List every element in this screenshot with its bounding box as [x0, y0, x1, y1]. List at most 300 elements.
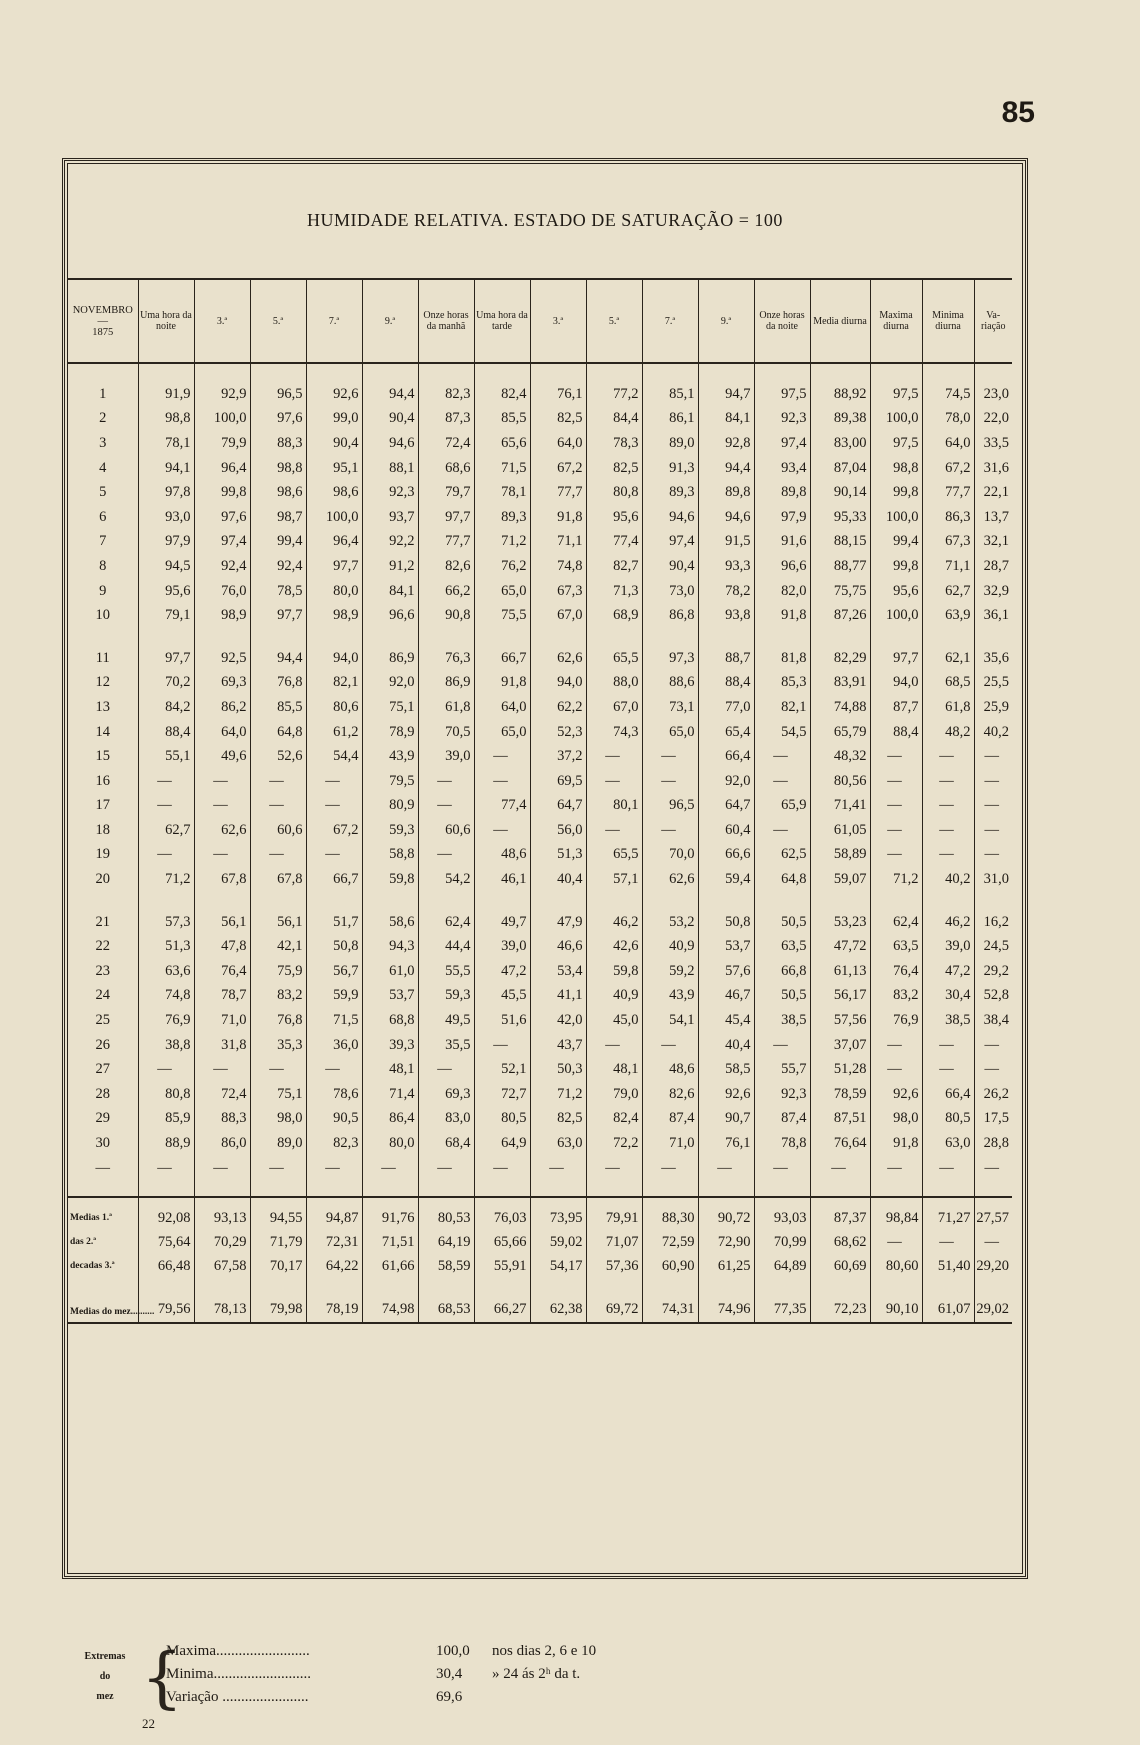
table-cell: 40,4: [698, 1033, 754, 1058]
table-cell: 75,9: [250, 959, 306, 984]
table-cell: 62,7: [138, 818, 194, 843]
table-cell: 67,2: [530, 456, 586, 481]
table-cell: 47,2: [474, 959, 530, 984]
table-cell: 68,4: [418, 1131, 474, 1156]
table-cell: 60,4: [698, 818, 754, 843]
table-cell: 74,98: [362, 1278, 418, 1323]
table-cell: —: [922, 843, 974, 868]
table-cell: 26,2: [974, 1082, 1012, 1107]
table-cell: 82,29: [810, 646, 870, 671]
table-cell: 64,7: [530, 794, 586, 819]
table-cell: 82,5: [530, 407, 586, 432]
table-cell: 37,2: [530, 744, 586, 769]
table-cell: 56,7: [306, 959, 362, 984]
table-cell: 80,5: [474, 1107, 530, 1132]
table-cell: 25,5: [974, 671, 1012, 696]
table-cell: 90,4: [362, 407, 418, 432]
table-cell: 98,0: [250, 1107, 306, 1132]
table-cell: 53,7: [698, 934, 754, 959]
table-cell: 96,4: [194, 456, 250, 481]
table-cell: 73,0: [642, 579, 698, 604]
table-cell: 85,1: [642, 382, 698, 407]
table-cell: 90,10: [870, 1278, 922, 1323]
table-cell: 31,6: [974, 456, 1012, 481]
table-cell: 78,6: [306, 1082, 362, 1107]
table-cell: 83,0: [418, 1107, 474, 1132]
table-cell: 76,4: [870, 959, 922, 984]
table-cell: 86,2: [194, 695, 250, 720]
table-cell: 97,6: [250, 407, 306, 432]
table-cell: 93,0: [138, 505, 194, 530]
table-cell: 74,5: [922, 382, 974, 407]
table-cell: 97,5: [754, 382, 810, 407]
table-cell: 94,0: [870, 671, 922, 696]
table-cell: 97,9: [754, 505, 810, 530]
table-cell: 77,4: [474, 794, 530, 819]
row-label: 20: [95, 871, 110, 888]
row-label: [68, 1254, 138, 1278]
table-cell: 95,6: [870, 579, 922, 604]
table-cell: 54,5: [754, 720, 810, 745]
table-cell: 83,2: [870, 984, 922, 1009]
table-cell: 78,59: [810, 1082, 870, 1107]
table-cell: 69,3: [418, 1082, 474, 1107]
table-cell: —: [250, 769, 306, 794]
table-cell: 83,91: [810, 671, 870, 696]
table-cell: 92,5: [194, 646, 250, 671]
table-cell: 91,8: [754, 603, 810, 628]
table-cell: 62,4: [418, 910, 474, 935]
table-cell: 71,79: [250, 1230, 306, 1254]
table-cell: 13,7: [974, 505, 1012, 530]
table-cell: 94,4: [698, 456, 754, 481]
table-cell: 56,1: [250, 910, 306, 935]
table-cell: —: [870, 1156, 922, 1181]
table-cell: 81,8: [754, 646, 810, 671]
table-cell: 48,1: [586, 1057, 642, 1082]
table-cell: 45,5: [474, 984, 530, 1009]
table-cell: 60,6: [250, 818, 306, 843]
table-cell: 50,8: [306, 934, 362, 959]
row-label: [68, 1230, 138, 1254]
decade-number: 1.ª: [101, 1212, 112, 1223]
table-cell: 62,6: [194, 818, 250, 843]
column-header: Uma hora da tarde: [474, 279, 530, 363]
year: 1875: [92, 326, 114, 338]
table-cell: 52,1: [474, 1057, 530, 1082]
table-cell: —: [194, 1057, 250, 1082]
table-cell: 82,5: [586, 456, 642, 481]
table-cell: 40,9: [586, 984, 642, 1009]
table-cell: 71,27: [922, 1197, 974, 1230]
table-cell: 59,9: [306, 984, 362, 1009]
column-header: 3.ª: [194, 279, 250, 363]
table-cell: 87,4: [754, 1107, 810, 1132]
table-cell: 84,1: [362, 579, 418, 604]
table-cell: 67,58: [194, 1254, 250, 1278]
spacer-row: [68, 1180, 1012, 1197]
table-cell: —: [138, 769, 194, 794]
table-cell: 95,1: [306, 456, 362, 481]
extreme-min-row: [166, 1666, 580, 1688]
table-cell: 63,9: [922, 603, 974, 628]
table-cell: 62,38: [530, 1278, 586, 1323]
table-cell: 95,6: [138, 579, 194, 604]
table-cell: 93,4: [754, 456, 810, 481]
table-cell: 66,6: [698, 843, 754, 868]
table-row: [68, 431, 1012, 456]
row-label: 29: [95, 1110, 110, 1127]
table-cell: 55,91: [474, 1254, 530, 1278]
table-cell: —: [870, 1230, 922, 1254]
table-cell: —: [870, 1033, 922, 1058]
table-cell: —: [754, 769, 810, 794]
decade-number: 2.ª: [86, 1236, 97, 1247]
table-cell: 54,1: [642, 1008, 698, 1033]
table-cell: 48,32: [810, 744, 870, 769]
table-cell: 79,1: [138, 603, 194, 628]
decade-means-label: Medias: [70, 1212, 100, 1223]
table-cell: 97,9: [138, 530, 194, 555]
table-cell: 31,0: [974, 867, 1012, 892]
table-cell: 75,75: [810, 579, 870, 604]
table-cell: 68,62: [810, 1230, 870, 1254]
table-cell: 89,0: [642, 431, 698, 456]
table-cell: 39,0: [922, 934, 974, 959]
table-cell: 68,6: [418, 456, 474, 481]
table-cell: 93,7: [362, 505, 418, 530]
table-cell: 43,9: [362, 744, 418, 769]
table-cell: 48,6: [642, 1057, 698, 1082]
table-cell: 94,6: [362, 431, 418, 456]
table-cell: —: [870, 769, 922, 794]
table-cell: 61,13: [810, 959, 870, 984]
table-cell: 97,4: [642, 530, 698, 555]
table-cell: 64,7: [698, 794, 754, 819]
table-cell: 60,90: [642, 1254, 698, 1278]
table-cell: 60,6: [418, 818, 474, 843]
table-cell: —: [306, 769, 362, 794]
table-cell: 70,0: [642, 843, 698, 868]
table-cell: 79,98: [250, 1278, 306, 1323]
table-cell: 76,4: [194, 959, 250, 984]
table-cell: 61,2: [306, 720, 362, 745]
table-cell: —: [922, 1033, 974, 1058]
table-row: [68, 1278, 1012, 1323]
table-cell: 71,5: [306, 1008, 362, 1033]
table-cell: 92,4: [194, 554, 250, 579]
table-cell: 50,5: [754, 984, 810, 1009]
table-cell: 94,0: [530, 671, 586, 696]
table-cell: 71,5: [474, 456, 530, 481]
table-cell: 55,1: [138, 744, 194, 769]
table-cell: 71,2: [870, 867, 922, 892]
table-cell: 67,3: [530, 579, 586, 604]
table-cell: 97,6: [194, 505, 250, 530]
table-cell: 39,3: [362, 1033, 418, 1058]
table-row: [68, 1131, 1012, 1156]
table-cell: 51,40: [922, 1254, 974, 1278]
table-cell: 56,17: [810, 984, 870, 1009]
table-cell: —: [642, 818, 698, 843]
table-cell: 98,8: [250, 456, 306, 481]
table-cell: 72,4: [194, 1082, 250, 1107]
table-cell: 86,0: [194, 1131, 250, 1156]
table-cell: 75,1: [250, 1082, 306, 1107]
table-cell: 65,5: [586, 646, 642, 671]
table-cell: —: [974, 794, 1012, 819]
table-cell: —: [194, 1156, 250, 1181]
table-cell: —: [974, 1057, 1012, 1082]
table-cell: 98,8: [870, 456, 922, 481]
table-cell: 74,31: [642, 1278, 698, 1323]
table-cell: 76,64: [810, 1131, 870, 1156]
table-cell: 88,3: [250, 431, 306, 456]
table-cell: 72,31: [306, 1230, 362, 1254]
table-cell: 64,89: [754, 1254, 810, 1278]
table-cell: 87,04: [810, 456, 870, 481]
table-body: [68, 363, 1012, 1323]
table-cell: —: [306, 1057, 362, 1082]
row-label: 14: [95, 723, 110, 740]
table-cell: 98,6: [250, 480, 306, 505]
table-cell: 40,2: [974, 720, 1012, 745]
table-cell: 93,03: [754, 1197, 810, 1230]
table-cell: 75,64: [138, 1230, 194, 1254]
table-cell: 31,8: [194, 1033, 250, 1058]
table-cell: 90,8: [418, 603, 474, 628]
table-cell: 67,2: [306, 818, 362, 843]
table-cell: 71,3: [586, 579, 642, 604]
table-cell: 79,91: [586, 1197, 642, 1230]
table-cell: 92,4: [250, 554, 306, 579]
table-cell: 48,1: [362, 1057, 418, 1082]
table-cell: 72,90: [698, 1230, 754, 1254]
table-cell: 97,7: [250, 603, 306, 628]
extreme-name: Minima..........................: [166, 1666, 311, 1682]
table-cell: 87,51: [810, 1107, 870, 1132]
table-cell: 90,4: [642, 554, 698, 579]
table-cell: 98,9: [306, 603, 362, 628]
extreme-note: » 24 ás 2ʰ da t.: [492, 1666, 581, 1682]
table-cell: 66,27: [474, 1278, 530, 1323]
column-header: Minima diurna: [922, 279, 974, 363]
table-cell: 47,72: [810, 934, 870, 959]
column-header: Media diurna: [810, 279, 870, 363]
table-cell: 76,9: [138, 1008, 194, 1033]
table-cell: 95,6: [586, 505, 642, 530]
table-cell: 94,4: [362, 382, 418, 407]
table-cell: 22,1: [974, 480, 1012, 505]
table-cell: 77,35: [754, 1278, 810, 1323]
page-title: HUMIDADE RELATIVA. ESTADO DE SATURAÇÃO = 100: [307, 210, 783, 230]
table-cell: —: [754, 818, 810, 843]
extremes-label: [70, 1647, 140, 1707]
table-cell: 46,1: [474, 867, 530, 892]
table-cell: 46,7: [698, 984, 754, 1009]
table-cell: 49,6: [194, 744, 250, 769]
table-cell: 59,02: [530, 1230, 586, 1254]
table-cell: 94,87: [306, 1197, 362, 1230]
table-cell: 68,53: [418, 1278, 474, 1323]
table-cell: —: [922, 744, 974, 769]
table-cell: 79,56: [138, 1278, 194, 1323]
table-cell: 92,08: [138, 1197, 194, 1230]
table-cell: 89,8: [698, 480, 754, 505]
table-row: [68, 1107, 1012, 1132]
decade-means-label: das: [70, 1236, 84, 1247]
table-cell: 51,3: [138, 934, 194, 959]
table-cell: 92,0: [698, 769, 754, 794]
table-cell: 66,48: [138, 1254, 194, 1278]
table-cell: 69,3: [194, 671, 250, 696]
table-cell: 87,7: [870, 695, 922, 720]
table-cell: 87,4: [642, 1107, 698, 1132]
table-cell: 93,8: [698, 603, 754, 628]
table-cell: 85,9: [138, 1107, 194, 1132]
table-row: [68, 769, 1012, 794]
table-cell: 23,0: [974, 382, 1012, 407]
table-cell: —: [306, 794, 362, 819]
table-cell: 99,4: [870, 530, 922, 555]
row-label: 12: [95, 674, 110, 691]
table-cell: 64,8: [250, 720, 306, 745]
row-label: 4: [99, 459, 107, 476]
table-cell: 96,5: [642, 794, 698, 819]
table-cell: 74,96: [698, 1278, 754, 1323]
table-cell: 16,2: [974, 910, 1012, 935]
table-cell: —: [474, 769, 530, 794]
table-cell: 97,7: [870, 646, 922, 671]
table-cell: 59,8: [586, 959, 642, 984]
table-cell: 86,9: [362, 646, 418, 671]
table-cell: 94,6: [642, 505, 698, 530]
table-cell: 91,8: [870, 1131, 922, 1156]
table-cell: 50,5: [754, 910, 810, 935]
table-cell: 86,4: [362, 1107, 418, 1132]
table-cell: 66,7: [306, 867, 362, 892]
table-row: [68, 579, 1012, 604]
table-cell: 61,8: [922, 695, 974, 720]
table-cell: 66,4: [922, 1082, 974, 1107]
column-header: 9.ª: [698, 279, 754, 363]
table-cell: 88,0: [586, 671, 642, 696]
table-cell: 89,8: [754, 480, 810, 505]
table-cell: 33,5: [974, 431, 1012, 456]
table-cell: 51,3: [530, 843, 586, 868]
table-cell: 91,76: [362, 1197, 418, 1230]
table-cell: 72,7: [474, 1082, 530, 1107]
table-cell: —: [870, 794, 922, 819]
row-label: 27: [95, 1061, 110, 1078]
table-cell: 89,3: [642, 480, 698, 505]
table-row: [68, 530, 1012, 555]
table-row: [68, 818, 1012, 843]
table-cell: 90,14: [810, 480, 870, 505]
row-label: 2: [99, 410, 107, 427]
table-cell: —: [974, 1230, 1012, 1254]
table-cell: 58,89: [810, 843, 870, 868]
row-label: 18: [95, 821, 110, 838]
row-label: 24: [95, 987, 110, 1004]
table-cell: 64,0: [194, 720, 250, 745]
table-cell: 54,17: [530, 1254, 586, 1278]
table-row: [68, 603, 1012, 628]
table-cell: 50,8: [698, 910, 754, 935]
table-cell: 54,4: [306, 744, 362, 769]
table-row: [68, 382, 1012, 407]
table-cell: 94,6: [698, 505, 754, 530]
spacer-row: [68, 892, 1012, 910]
table-cell: 45,0: [586, 1008, 642, 1033]
table-cell: —: [418, 843, 474, 868]
table-cell: 100,0: [870, 407, 922, 432]
table-cell: 59,8: [362, 867, 418, 892]
table-cell: 67,8: [250, 867, 306, 892]
table-cell: 51,7: [306, 910, 362, 935]
table-cell: 74,3: [586, 720, 642, 745]
table-cell: 76,1: [530, 382, 586, 407]
table-cell: 88,6: [642, 671, 698, 696]
table-cell: —: [418, 769, 474, 794]
table-cell: 64,8: [754, 867, 810, 892]
table-cell: 28,7: [974, 554, 1012, 579]
table-cell: —: [870, 818, 922, 843]
table-cell: 84,1: [698, 407, 754, 432]
table-cell: 63,5: [754, 934, 810, 959]
table-cell: 43,7: [530, 1033, 586, 1058]
table-cell: 59,3: [418, 984, 474, 1009]
table-cell: 97,5: [870, 431, 922, 456]
table-cell: 71,4: [362, 1082, 418, 1107]
table-cell: 80,9: [362, 794, 418, 819]
table-row: [68, 910, 1012, 935]
extremes-label-line: mez: [96, 1691, 114, 1702]
table-cell: 94,5: [138, 554, 194, 579]
table-row: [68, 1057, 1012, 1082]
table-cell: 76,0: [194, 579, 250, 604]
spacer-row: [68, 628, 1012, 646]
table-cell: 47,2: [922, 959, 974, 984]
table-cell: 88,3: [194, 1107, 250, 1132]
table-cell: 92,3: [754, 407, 810, 432]
table-cell: 70,29: [194, 1230, 250, 1254]
table-cell: 94,3: [362, 934, 418, 959]
table-cell: 47,9: [530, 910, 586, 935]
row-label: 5: [99, 484, 107, 501]
table-cell: 67,0: [530, 603, 586, 628]
column-header: 9.ª: [362, 279, 418, 363]
table-cell: 30,4: [922, 984, 974, 1009]
table-cell: 46,2: [922, 910, 974, 935]
table-cell: 38,4: [974, 1008, 1012, 1033]
table-cell: 86,3: [922, 505, 974, 530]
table-cell: 72,2: [586, 1131, 642, 1156]
table-cell: 96,6: [362, 603, 418, 628]
table-cell: 53,23: [810, 910, 870, 935]
table-cell: —: [250, 1156, 306, 1181]
table-cell: 80,60: [870, 1254, 922, 1278]
header-row: [68, 279, 1012, 363]
table-cell: 35,5: [418, 1033, 474, 1058]
column-header: Va-riação: [974, 279, 1012, 363]
table-cell: 62,6: [530, 646, 586, 671]
table-cell: 87,26: [810, 603, 870, 628]
table-cell: 53,7: [362, 984, 418, 1009]
table-cell: 97,7: [306, 554, 362, 579]
table-cell: —: [138, 1057, 194, 1082]
table-cell: 51,6: [474, 1008, 530, 1033]
